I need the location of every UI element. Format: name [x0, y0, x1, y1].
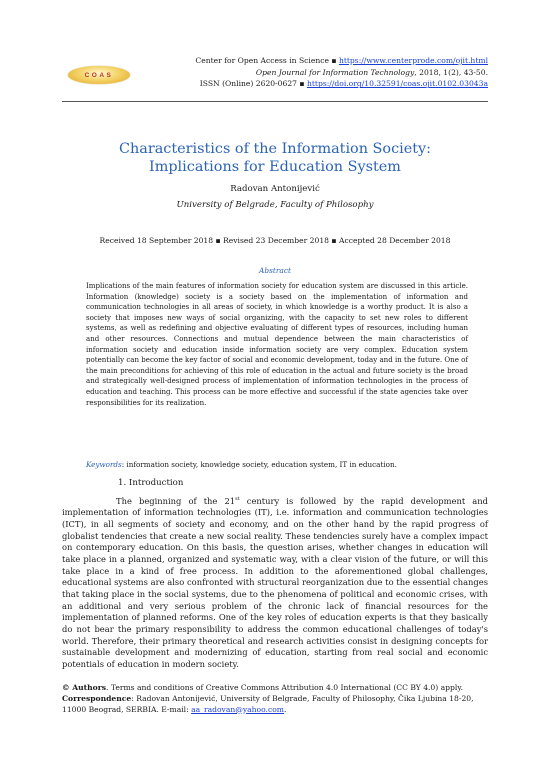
submission-dates: Received 18 September 2018 ▪ Revised 23 December 2018 ▪ Accepted 28 December 2018 — [99, 236, 451, 245]
author-name: Radovan Antonijević — [230, 184, 320, 194]
logo-text: COAS — [84, 71, 114, 79]
author-affiliation: University of Belgrade, Faculty of Philosophy — [176, 200, 374, 210]
journal-url-link[interactable]: https://www.centerprode.com/ojit.html — [338, 56, 488, 65]
section-heading: 1. Introduction — [118, 478, 184, 488]
header-line-1: Center for Open Access in Science ▪ https://www.centerprode.com/ojit.html — [195, 56, 488, 65]
abstract-heading: Abstract — [259, 266, 291, 275]
footer-note: © Authors. Terms and conditions of Creative Commons Attribution 4.0 International (CC BY 4.0) apply. Correspondence: Radovan Antonijević, University of Belgrade, Faculty of Philosophy, Čika Ljubina 18-20, 11000 Beograd, SERBIA. E-mail: aa_radovan@yahoo.com. — [62, 683, 474, 714]
journal-header — [195, 55, 488, 90]
keywords-list: : information society, knowledge society, education system, IT in education. — [121, 460, 397, 469]
abstract-text: Implications of the main features of information society for education system are discussed in this article. Information (knowledge) society is a society based on the implementation of information and communication technologies in all areas of society, in which knowledge is a worthy product. It is also a society that imposes new ways of social organizing, with the capacity to set new roles to different systems, as well as redefining and objective evaluating of different types of resources, including human and other resources. Connections and mutual dependence between the main characteristics of information society and education inside information society are very complex. Education system potentially can become the key factor of social and economic development, today and in the future. One of the main preconditions for achieving of this role of education in the actual and future society is the broad and strategically well-designed process of implementation of information technologies in the process of education and teaching. This process can be more effective and successful if the state agencies take over responsibilities for its realization. — [86, 281, 468, 407]
coas-logo — [68, 66, 130, 84]
header-line-3: ISSN (Online) 2620-0627 ▪ https://doi.org/10.32591/coas.ojit.0102.03043a — [199, 79, 488, 89]
keywords — [86, 460, 468, 469]
header-divider — [62, 101, 488, 102]
email-link[interactable]: aa_radovan@yahoo.com — [191, 704, 284, 714]
keywords-label: Keywords — [86, 460, 122, 469]
doi-link[interactable]: https://doi.org/10.32591/coas.ojit.0102.03043a — [306, 79, 488, 89]
paper-title: Characteristics of the Information Society: Implications for Education System — [118, 141, 432, 175]
intro-paragraph: The beginning of the 21st century is followed by the rapid development and implementation of information technologies (IT), i.e. information and communication technologies (ICT), in all segments of society and economy, and on the other hand by the rapid progress of globalist tendencies that create a new social reality. These tendencies surely have a complex impact on contemporary education. On this basis, the question arises, whether changes in education will take place in a planned, organized and systematic way, with a clear vision of the future, or will this take place in a kind of free process. In addition to the aforementioned global challenges, educational systems are also confronted with structural reorganization due to the essential changes that taking place in the social systems, due to the phenomena of political and economic crises, with an additional and very serious problem of the chronic lack of financial resources for the implementation of planned reforms. One of the key roles of education experts is that they basically do not bear the primary responsibility to address the common educational challenges of today's world. Therefore, their primary theoretical and research activities consist in designing concepts for sustainable development and modernizing of education, starting from real social and economic potentials of education in modern society. — [62, 495, 488, 669]
header-line-2: Open Journal for Information Technology, 2018, 1(2), 43-50. — [255, 67, 488, 77]
